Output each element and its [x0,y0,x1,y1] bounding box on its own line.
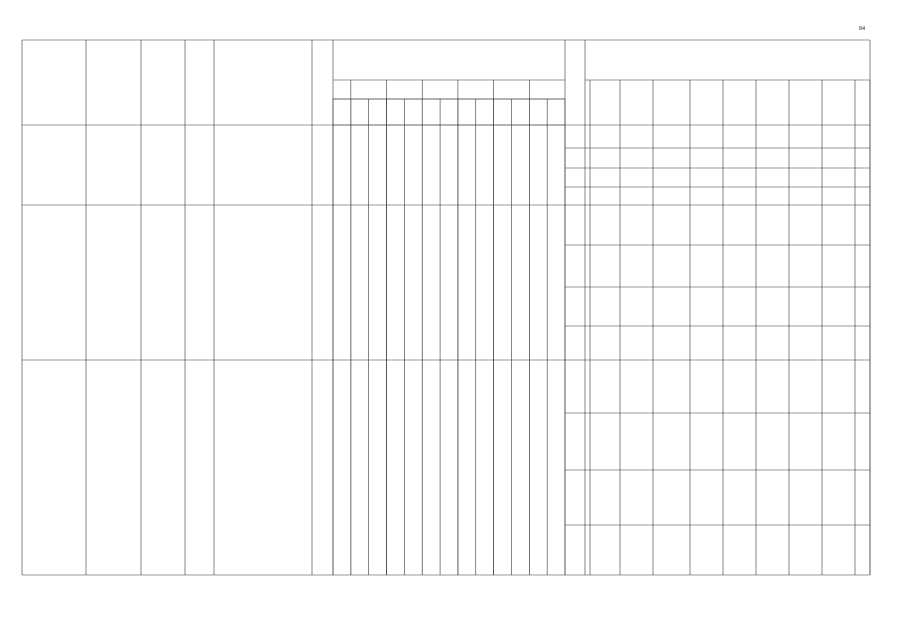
fin-value [789,245,822,287]
fin-value [653,470,690,525]
header-subcol [476,99,494,125]
header-fin-col [723,80,756,125]
fin-value [822,125,855,148]
fin-value [723,287,756,326]
fin-value [756,245,789,287]
indicator-value [440,360,458,575]
fin-value [822,360,855,413]
fin-value [620,187,653,205]
unit-text [312,360,333,575]
fin-value [590,168,620,187]
fin-value [789,187,822,205]
fin-value [789,470,822,525]
fin-value [590,148,620,168]
event-text [88,205,139,360]
header-year-2023 [422,80,458,99]
indicator-value [494,360,512,575]
header-subcol [387,99,405,125]
fin-value [756,287,789,326]
fin-value [822,525,855,575]
indicator-value [529,360,547,575]
fin-value [822,245,855,287]
source-label [565,245,585,287]
fin-value [855,168,870,187]
fin-value [620,360,653,413]
header-subcol [547,99,565,125]
fin-value [653,205,690,245]
header-fin-col [653,80,690,125]
indicator-value [476,205,494,360]
header-subcol [511,99,529,125]
task-text [24,360,84,575]
fin-value [690,326,723,360]
source-label [565,326,585,360]
fin-value [690,168,723,187]
fin-value [756,148,789,168]
fin-value [723,168,756,187]
indicator-value [422,360,440,575]
indicator-value [404,360,422,575]
fin-value [620,168,653,187]
fin-value [690,360,723,413]
indicator-value [422,205,440,360]
fin-value [653,287,690,326]
header-responsible [141,40,185,125]
header-fin-col [690,80,723,125]
fin-value [855,245,870,287]
header-subcol [369,99,387,125]
fin-value [653,187,690,205]
fin-value [690,125,723,148]
source-label [565,287,585,326]
fin-value [723,525,756,575]
indicator-value [458,205,476,360]
header-subcol [333,99,351,125]
source-label [565,187,585,205]
fin-value [855,148,870,168]
indicator-value [369,360,387,575]
header-subcol [422,99,440,125]
indicator-value [458,360,476,575]
indicator-value [333,205,351,360]
fin-value [789,413,822,470]
source-label [565,125,585,148]
header-fin-col [620,80,653,125]
fin-value [690,187,723,205]
fin-value [620,413,653,470]
header-subcol [458,99,476,125]
indicator-text [216,360,310,575]
fin-value [590,360,620,413]
header-fin-col [789,80,822,125]
header-year-2022 [387,80,423,99]
fin-value [590,205,620,245]
terms-text [187,125,212,205]
fin-value [855,413,870,470]
fin-value [756,525,789,575]
event-text [88,125,139,205]
fin-value [855,125,870,148]
header-year-2026 [529,80,565,99]
source-label [565,168,585,187]
fin-value [822,413,855,470]
fin-value [653,413,690,470]
indicator-text [216,205,310,360]
fin-value [590,326,620,360]
fin-value [789,168,822,187]
fin-value [690,470,723,525]
fin-value [855,525,870,575]
source-label [565,525,585,575]
fin-value [789,125,822,148]
indicator-value [511,360,529,575]
fin-value [723,148,756,168]
fin-value [756,326,789,360]
indicator-value [387,360,405,575]
header-financing [585,40,870,80]
terms-text [187,360,212,575]
fin-value [756,360,789,413]
page-number: 84 [859,26,865,32]
fin-value [590,125,620,148]
fin-value [723,187,756,205]
fin-value [620,125,653,148]
header-subcol [351,99,369,125]
fin-value [789,205,822,245]
fin-value [590,287,620,326]
fin-value [855,326,870,360]
indicator-value [404,205,422,360]
header-year-2025 [494,80,530,99]
fin-value [653,326,690,360]
fin-value [822,205,855,245]
fin-value [855,205,870,245]
fin-value [855,360,870,413]
fin-value [822,187,855,205]
fin-value [620,245,653,287]
fin-value [690,148,723,168]
fin-value [690,525,723,575]
fin-value [620,148,653,168]
fin-value [590,413,620,470]
fin-value [690,245,723,287]
fin-value [822,148,855,168]
fin-value [690,287,723,326]
fin-value [690,413,723,470]
fin-value [653,148,690,168]
fin-value [723,326,756,360]
fin-value [822,168,855,187]
fin-value [855,187,870,205]
fin-value [822,287,855,326]
fin-value [756,470,789,525]
source-label [565,413,585,470]
fin-value [590,245,620,287]
header-fin-col [756,80,789,125]
indicator-value [440,205,458,360]
fin-value [620,287,653,326]
header-fin-col [855,80,870,125]
fin-value [756,413,789,470]
indicator-value [494,205,512,360]
responsible-text [143,360,183,575]
fin-value [789,148,822,168]
fin-value [620,205,653,245]
source-label [565,360,585,413]
unit-text [312,205,333,360]
source-label [565,470,585,525]
fin-value [653,245,690,287]
source-label [565,148,585,168]
fin-value [723,413,756,470]
indicator-value [351,205,369,360]
indicator-value [476,360,494,575]
fin-value [590,525,620,575]
fin-value [590,470,620,525]
fin-value [653,360,690,413]
indicator-value [369,205,387,360]
indicator-value [511,205,529,360]
responsible-text [143,205,183,360]
indicator-value [351,360,369,575]
source-label [565,205,585,245]
fin-value [653,125,690,148]
fin-value [789,360,822,413]
header-task [22,40,86,125]
header-unit [312,40,333,125]
indicator-value [333,360,351,575]
header-indicator-values [333,40,565,80]
indicator-value [547,205,565,360]
fin-value [789,287,822,326]
fin-value [723,470,756,525]
fin-value [620,470,653,525]
fin-value [690,205,723,245]
header-terms [185,40,214,125]
indicator-value [529,205,547,360]
header-year-2021 [351,80,387,99]
task-text [24,205,84,360]
fin-value [756,187,789,205]
fin-value [855,470,870,525]
fin-value [620,326,653,360]
header-year-2020 [333,80,351,99]
indicator-value [547,360,565,575]
header-fin-col [590,80,620,125]
fin-value [723,360,756,413]
header-fin-col [822,80,855,125]
header-subcol [494,99,512,125]
fin-value [620,525,653,575]
fin-value [756,125,789,148]
fin-value [590,187,620,205]
terms-text [187,205,212,360]
fin-value [822,470,855,525]
header-indicator [214,40,312,125]
header-source [565,40,585,125]
fin-value [756,205,789,245]
fin-value [822,326,855,360]
fin-value [789,525,822,575]
header-subcol [404,99,422,125]
header-subcol [529,99,547,125]
responsible-text [143,125,183,205]
header-year-2024 [458,80,494,99]
fin-value [723,125,756,148]
fin-value [653,168,690,187]
fin-value [855,287,870,326]
fin-value [789,326,822,360]
fin-value [653,525,690,575]
indicator-value [387,205,405,360]
header-subcol [440,99,458,125]
header-events [86,40,141,125]
event-text [88,360,139,575]
fin-value [723,205,756,245]
fin-value [756,168,789,187]
fin-value [723,245,756,287]
